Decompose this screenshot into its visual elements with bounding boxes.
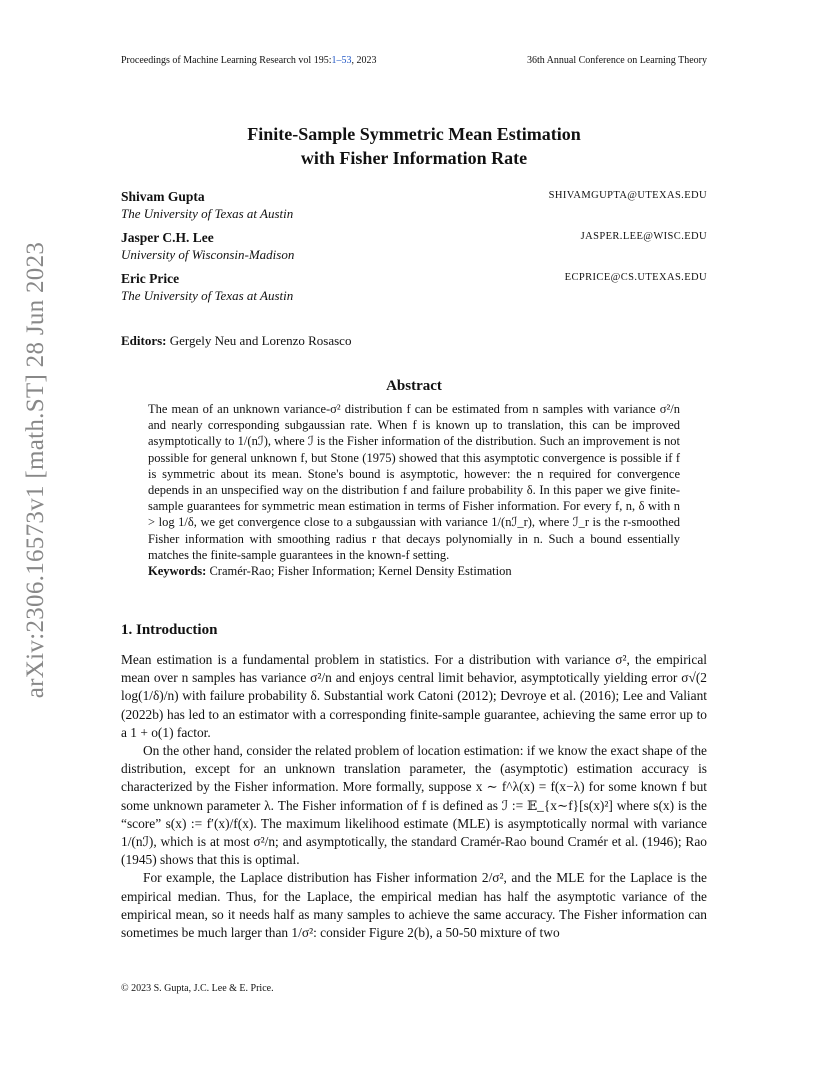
editors-names: Gergely Neu and Lorenzo Rosasco [169, 333, 352, 348]
paper-title [121, 122, 707, 170]
author-affiliation: The University of Texas at Austin [121, 288, 294, 303]
author-affiliation: University of Wisconsin-Madison [121, 247, 295, 262]
section-heading [121, 622, 217, 639]
author-name: Eric Price [121, 271, 180, 286]
arxiv-stamp-text: arXiv:2306.16573v1 [math.ST] 28 Jun 2023 [22, 241, 49, 699]
copyright-footer: © 2023 S. Gupta, J.C. Lee & E. Price. [121, 983, 274, 994]
paragraph: Mean estimation is a fundamental problem in statistics. For a distribution with variance σ², the empirical mean over n samples has variance σ²/n and enjoys central limit behavior, asymptotically yielding error σ√(2 log(1/δ)/n) with failure probability δ. Substantial work Catoni (2012); Devroye et al. (2016); Lee and Valiant (2022b) has led to an estimator with a corresponding finite-sample guarantee, achieving the same error up to a 1 + o(1) factor. [121, 652, 707, 740]
editors-label: Editors: [121, 333, 167, 348]
author-entry [121, 188, 707, 229]
running-header [121, 55, 707, 66]
introduction-body [121, 651, 707, 942]
author-name: Jasper C.H. Lee [121, 230, 214, 245]
author-email: JASPER.LEE@WISC.EDU [580, 231, 707, 242]
paragraph: On the other hand, consider the related problem of location estimation: if we know the exact shape of the distribution, except for an unknown translation parameter, the (asymptotic) estimation accuracy is characterized by the Fisher information. More formally, suppose x ∼ f^λ(x) = f(x−λ) for some known f but some unknown parameter λ. The Fisher information of f is defined as ℐ := 𝔼_{x∼f}[s(x)²] where s(x) is the “score” s(x) := f′(x)/f(x). The maximum likelihood estimate (MLE) is asymptotically normal with variance 1/(nℐ), which is at most σ²/n; and asymptotically, the standard Cramér-Rao bound Cramér et al. (1946); Rao (1945) shows that this is optimal. [121, 743, 707, 868]
author-email: ECPRICE@CS.UTEXAS.EDU [564, 272, 707, 283]
keywords-line [148, 563, 680, 579]
paragraph: For example, the Laplace distribution has Fisher information 2/σ², and the MLE for the Laplace is the empirical median. Thus, for the Laplace, the empirical median has half the asymptotic variance of the empirical mean, so it needs half as many samples to achieve the same accuracy. The Fisher information can sometimes be much larger than 1/σ²: consider Figure 2(b), a 50-50 mixture of two [121, 870, 707, 941]
section-number: 1. [121, 622, 133, 638]
keywords-label: Keywords: [148, 564, 207, 579]
author-entry [121, 270, 707, 311]
author-name: Shivam Gupta [121, 189, 205, 204]
conference-name: 36th Annual Conference on Learning Theory [526, 55, 707, 66]
journal-info [121, 55, 377, 66]
author-entry [121, 229, 707, 270]
title-line-2: with Fisher Information Rate [300, 148, 528, 168]
author-email: SHIVAMGUPTA@UTEXAS.EDU [548, 190, 707, 201]
journal-prefix: Proceedings of Machine Learning Research vol 195: [121, 55, 332, 66]
editors-line [121, 333, 351, 349]
abstract-heading: Abstract [386, 378, 442, 394]
keywords-list: Cramér-Rao; Fisher Information; Kernel Density Estimation [209, 564, 512, 579]
author-block [121, 188, 707, 311]
abstract-text: The mean of an unknown variance-σ² distribution f can be estimated from n samples with variance σ²/n and nearly corresponding subgaussian rate. When f is known up to translation, this can be improved asymptotically to 1/(nℐ), where ℐ is the Fisher information of the distribution. Such an improvement is not possible for general unknown f, but Stone (1975) showed that this asymptotic convergence is possible if f is symmetric about its mean. Stone's bound is asymptotic, however: the n required for convergence depends in an unspecified way on the distribution f and failure probability δ. In this paper we give finite-sample guarantees for symmetric mean estimation in terms of Fisher information. For every f, n, δ with n > log 1/δ, we get convergence close to a subgaussian with variance 1/(nℐ_r), where ℐ_r is the r-smoothed Fisher information with smoothing radius r that decays polynomially in n. Such a bound essentially matches the finite-sample guarantees in the known-f setting. [148, 402, 680, 562]
pages-link[interactable]: 1–53 [331, 55, 352, 66]
abstract-body [148, 401, 680, 579]
author-affiliation: The University of Texas at Austin [121, 206, 294, 221]
journal-suffix: , 2023 [351, 55, 377, 66]
arxiv-stamp [14, 241, 58, 699]
title-line-1: Finite-Sample Symmetric Mean Estimation [247, 124, 581, 144]
section-title: Introduction [136, 622, 218, 638]
